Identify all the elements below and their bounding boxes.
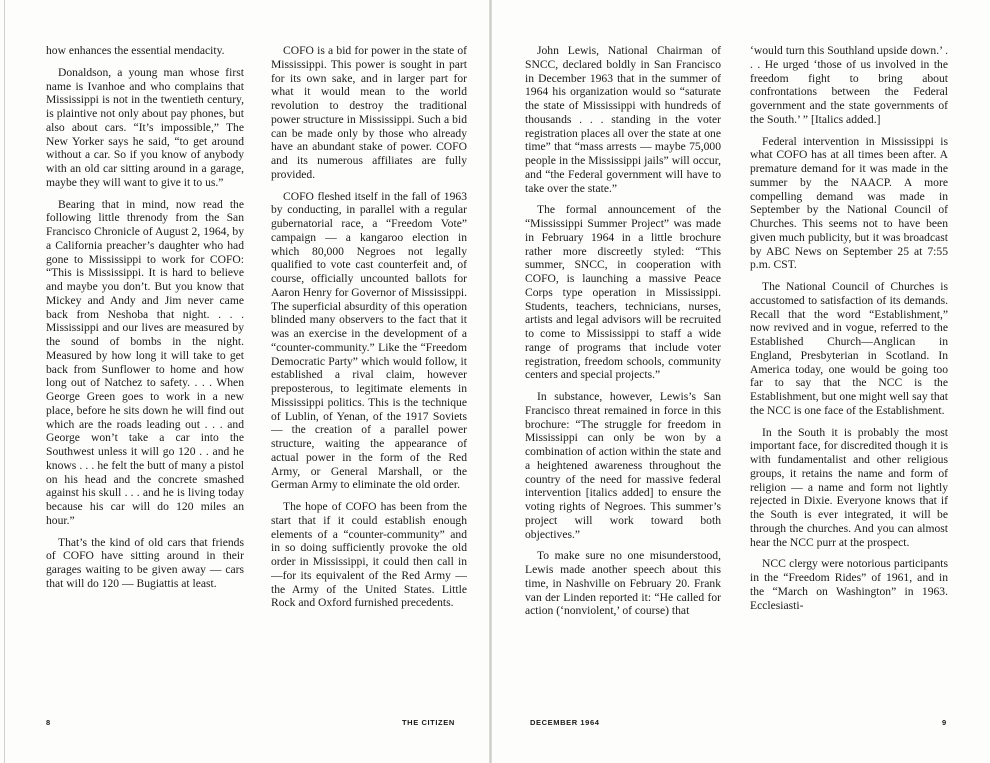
paragraph: COFO is a bid for power in the state of Mississippi. This power is sought in part for its own sake, and in larger part for what it would mean to the world revolution to destroy the traditional power structure in Mississippi. Such a bid can be made only by those who already have an abundant stake of power. COFO and its numerous affiliates are fully provided. [271, 44, 467, 181]
paragraph: NCC clergy were notorious participants in the “Freedom Rides” of 1961, and in the “March on Washington” in 1963. Ecclesiasti- [750, 557, 948, 612]
column-1 [46, 44, 244, 714]
paragraph: Bearing that in mind, now read the following little threnody from the San Francisco Chronicle of August 2, 1964, by a California preacher’s daughter who had gone to Mississippi to work for COFO: “This is Mississippi. It is hard to believe and maybe you don’t. But you know that Mickey and Andy and Jim never came back from Neshoba that night. . . . Mississippi and our lives are measured by the sound of bombs in the night. Measured by how long it will take to get back from Sunflower to home and how long out of Natchez to safety. . . . When George Green goes to work in a new place, before he sits down he will find out which are the roads leading out . . . and George won’t take a car into the Southwest unless it will go 120 . . and he knows . . . he felt the butt of many a pistol on his head and the concrete smashed against his skull . . . and he is living today because his car will do 120 miles an hour.” [46, 197, 244, 527]
paragraph: The National Council of Churches is accustomed to satisfaction of its demands. Recall that the word “Establishment,” now revived and in vogue, referred to the Established Church—Anglican in England, Presbyterian in Scotland. In America today, one would be going too far to say that the NCC is the Establishment, but one might well say that the NCC is one face of the Establishment. [750, 280, 948, 417]
paragraph: COFO fleshed itself in the fall of 1963 by conducting, in parallel with a regular gubernatorial race, a “Freedom Vote” campaign — a kangaroo election in which 80,000 Negroes not legally qualified to vote cast counterfeit and, of course, officially uncounted ballots for Aaron Henry for Governor of Mississippi. The superficial absurdity of this operation blinded many observers to the fact that it was an exercise in the development of a “counter-community.” Like the “Freedom Democratic Party” which would follow, it established a rival claim, however preposterous, to legitimate elements in Mississippi politics. This is the technique of Lublin, of Yenan, of the 1917 Soviets — the creation of a parallel power structure, waiting the appearance of actual power in the form of the Red Army, or General Marshall, or the German Army to eliminate the old order. [271, 189, 467, 492]
column-4 [750, 44, 948, 714]
paragraph: The hope of COFO has been from the start that if it could establish enough elements of a “counter-community” and in so doing sufficiently provoke the old order in Mississippi, it could then call in—for its equivalent of the Red Army — the Army of the United States. Little Rock and Oxford furnished precedents. [271, 500, 467, 610]
page-edge-line [4, 0, 5, 763]
column-3 [525, 44, 721, 714]
paragraph: Federal intervention in Mississippi is what COFO has at all times been after. A premature demand for it was made in the summer by the NAACP. A more compelling demand was made in September by the National Council of Churches. This seems not to have been given much publicity, but it was broadcast by ABC News on September 25 at 7:55 p.m. CST. [750, 134, 948, 272]
paragraph: The formal announcement of the “Mississippi Summer Project” was made in February 1964 in a little brochure rather more discreetly styled: “This summer, SNCC, in cooperation with COFO, is launching a massive Peace Corps type operation in Mississippi. Students, teachers, technicians, nurses, artists and legal advisors will be recruited to come to Mississippi to staff a wide range of programs that include voter registration, freedom schools, community centers and special projects.” [525, 203, 721, 382]
column-2 [271, 44, 467, 714]
running-title: THE CITIZEN [402, 718, 455, 727]
paragraph: how enhances the essential mendacity. [46, 44, 225, 57]
page-number: 9 [942, 718, 947, 727]
paragraph: John Lewis, National Chairman of SNCC, declared boldly in San Francisco in December 1963 that in the summer of 1964 his organization would so “saturate the state of Mississippi with hundreds of thousands . . . standing in the voter registration places all over the state at one time” that “mass arrests — maybe 75,000 people in the Mississippi jails” will occur, and “the Federal government will have to take over the state.” [525, 44, 721, 195]
left-page [0, 0, 491, 763]
paragraph: In substance, however, Lewis’s San Francisco threat remained in force in this brochure: “The struggle for freedom in Mississippi can only be won by a combination of action within the state and a heightened awareness throughout the country of the need for massive federal intervention [italics added] to ensure the voting rights of Negroes. This summer’s project will work toward both objectives.” [525, 390, 721, 541]
right-page [491, 0, 990, 763]
paragraph: That’s the kind of old cars that friends of COFO have sitting around in their garages waiting to be given away — cars that will do 120 — Bugiattis at least. [46, 535, 244, 590]
paragraph: In the South it is probably the most important face, for discredited though it is with fundamentalist and other religious groups, it retains the name and form of religion — a name and form not lightly rejected in Dixie. Everyone knows that if the South is ever integrated, it will be through the churches. And you can almost hear the NCC purr at the prospect. [750, 425, 948, 549]
paragraph: ‘would turn this Southland upside down.’ . . . He urged ‘those of us involved in the freedom fight to bring about confrontations between the Federal government and the state governments of the South.’ ” [Italics added.] [750, 44, 948, 126]
issue-date: DECEMBER 1964 [530, 718, 600, 727]
page-number: 8 [46, 718, 51, 727]
paragraph: To make sure no one misunderstood, Lewis made another speech about this time, in Nashville on February 20. Frank van der Linden reported it: “He called for action (‘nonviolent,’ of course) that [525, 549, 721, 618]
paragraph: Donaldson, a young man whose first name is Ivanhoe and who complains that Mississippi is not in the twentieth century, is plaintive not only about pay phones, but also about cars. “It’s impossible,” The New Yorker says he said, “to get around without a car. So if you know of anybody with an old car sitting around in a garage, maybe they will want to give it to us.” [46, 65, 244, 189]
